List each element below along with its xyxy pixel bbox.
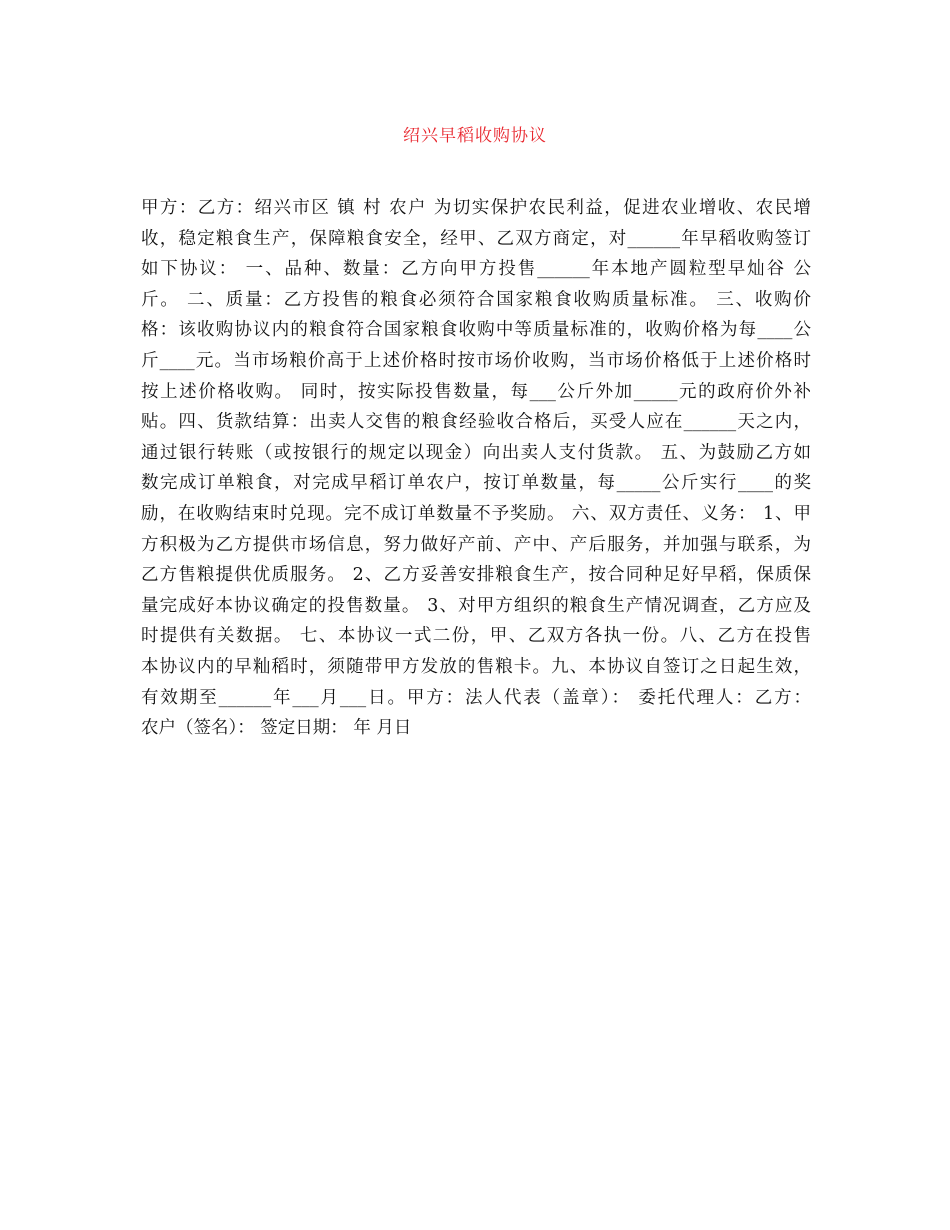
body-line: 斤。 二、质量：乙方投售的粮食必须符合国家粮食收购质量标准。 三、收购价	[141, 289, 811, 310]
body-line: 数完成订单粮食，对完成早稻订单农户，按订单数量，每_____公斤实行____的奖	[141, 473, 811, 494]
body-line: 斤____元。当市场粮价高于上述价格时按市场价收购，当市场价格低于上述价格时	[141, 350, 811, 371]
body-line: 时提供有关数据。 七、本协议一式二份，甲、乙双方各执一份。八、乙方在投售	[141, 626, 811, 647]
body-line: 量完成好本协议确定的投售数量。 3、对甲方组织的粮食生产情况调查，乙方应及	[141, 595, 811, 616]
document-body	[141, 193, 811, 744]
body-line: 本协议内的早籼稻时，须随带甲方发放的售粮卡。九、本协议自签订之日起生效，	[141, 656, 811, 677]
body-line: 贴。四、货款结算：出卖人交售的粮食经验收合格后，买受人应在______天之内，	[141, 412, 811, 433]
body-line: 格：该收购协议内的粮食符合国家粮食收购中等质量标准的，收购价格为每____公	[141, 320, 811, 341]
body-line: 乙方售粮提供优质服务。 2、乙方妥善安排粮食生产，按合同种足好早稻，保质保	[141, 565, 811, 586]
body-line: 有效期至______年___月___日。甲方：法人代表（盖章）： 委托代理人：乙方：	[141, 687, 811, 708]
body-line: 励，在收购结束时兑现。完不成订单数量不予奖励。 六、双方责任、义务： 1、甲	[141, 503, 811, 524]
body-line: 甲方：乙方：绍兴市区 镇 村 农户 为切实保护农民利益，促进农业增收、农民增	[141, 198, 811, 218]
body-line: 如下协议： 一、品种、数量：乙方向甲方投售______年本地产圆粒型早灿谷 公	[141, 259, 811, 280]
body-line: 按上述价格收购。 同时，按实际投售数量，每___公斤外加_____元的政府价外补	[141, 381, 811, 402]
body-line: 通过银行转账（或按银行的规定以现金）向出卖人支付货款。 五、为鼓励乙方如	[141, 442, 811, 463]
body-line: 方积极为乙方提供市场信息，努力做好产前、产中、产后服务，并加强与联系，为	[141, 534, 811, 555]
body-line: 农户（签名）： 签定日期： 年 月日	[141, 718, 412, 739]
body-line: 收，稳定粮食生产，保障粮食安全，经甲、乙双方商定，对______年早稻收购签订	[141, 228, 811, 249]
document-title: 绍兴早稻收购协议	[403, 126, 547, 146]
